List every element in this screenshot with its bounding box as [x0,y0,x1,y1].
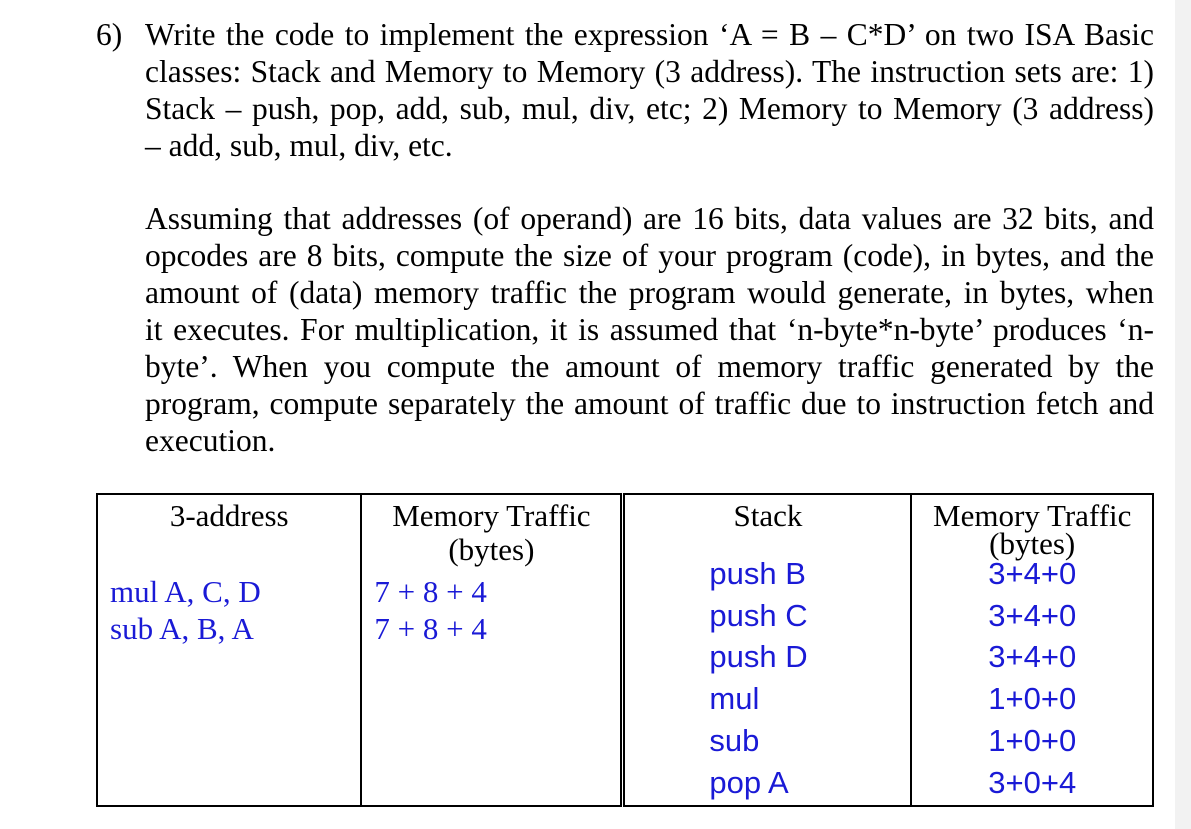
code-line: sub A, B, A [110,611,254,646]
question-line: Stack – push, pop, add, sub, mul, div, etc; 2) Memory to Memory (3 address) [145,91,1154,126]
code-line: mul A, C, D [110,574,261,609]
header-memory-traffic-1-label: Memory Traffic [392,498,591,533]
stack-traffic-line: 1+0+0 [988,722,1077,758]
assumption-line: it executes. For multiplication, it is assumed that ‘n-byte*n-byte’ produces ‘n- [145,312,1154,347]
answer-table [96,493,1154,807]
assumption-line: Assuming that addresses (of operand) are 16 bits, data values are 32 bits, and [145,201,1154,236]
traffic-line: 7 + 8 + 4 [374,574,487,609]
assumption-line: execution. [145,423,276,458]
header-memory-traffic-2-label: Memory Traffic [933,498,1132,533]
stack-traffic-line: 3+0+4 [988,764,1077,800]
stack-line: push C [709,597,808,633]
stack-line: sub [709,722,760,758]
header-memory-traffic-1-unit: (bytes) [448,532,535,567]
stack-code-cell [623,556,912,806]
stack-traffic-line: 3+4+0 [988,556,1077,591]
question-text [145,16,1154,164]
assumption-paragraph [145,200,1154,459]
header-3-address-label: 3-address [169,498,289,533]
traffic-line: 7 + 8 + 4 [374,611,487,646]
question-line: classes: Stack and Memory to Memory (3 address). The instruction sets are: 1) [145,54,1154,89]
stack-line: push D [709,639,808,675]
assumption-line: byte’. When you compute the amount of memory traffic generated by the [145,349,1154,384]
stack-line: pop A [709,764,789,800]
assumption-line: amount of (data) memory traffic the program would generate, in bytes, when [145,275,1154,310]
page-edge-shade [1175,0,1191,829]
stack-line: mul [709,681,760,717]
assumption-line: program, compute separately the amount of traffic due to instruction fetch and [145,386,1154,421]
header-stack-label: Stack [733,498,803,533]
header-3-address [97,494,361,567]
table-body-row [97,567,1153,806]
assumption-line: opcodes are 8 bits, compute the size of your program (code), in bytes, and the [145,238,1154,273]
question-line: – add, sub, mul, div, etc. [145,128,453,163]
three-address-traffic-cell [361,567,622,806]
question-number: 6) [96,17,123,52]
header-memory-traffic-2-unit: (bytes) [989,526,1076,561]
stack-traffic-line: 3+4+0 [988,597,1077,633]
stack-traffic-cell [911,556,1153,806]
stack-traffic-line: 3+4+0 [988,639,1077,675]
stack-traffic-line: 1+0+0 [988,681,1077,717]
three-address-code-cell [97,567,361,806]
question-line: Write the code to implement the expression ‘A = B – C*D’ on two ISA Basic [145,17,1154,52]
stack-line: push B [709,556,806,591]
header-memory-traffic-1 [361,494,622,567]
